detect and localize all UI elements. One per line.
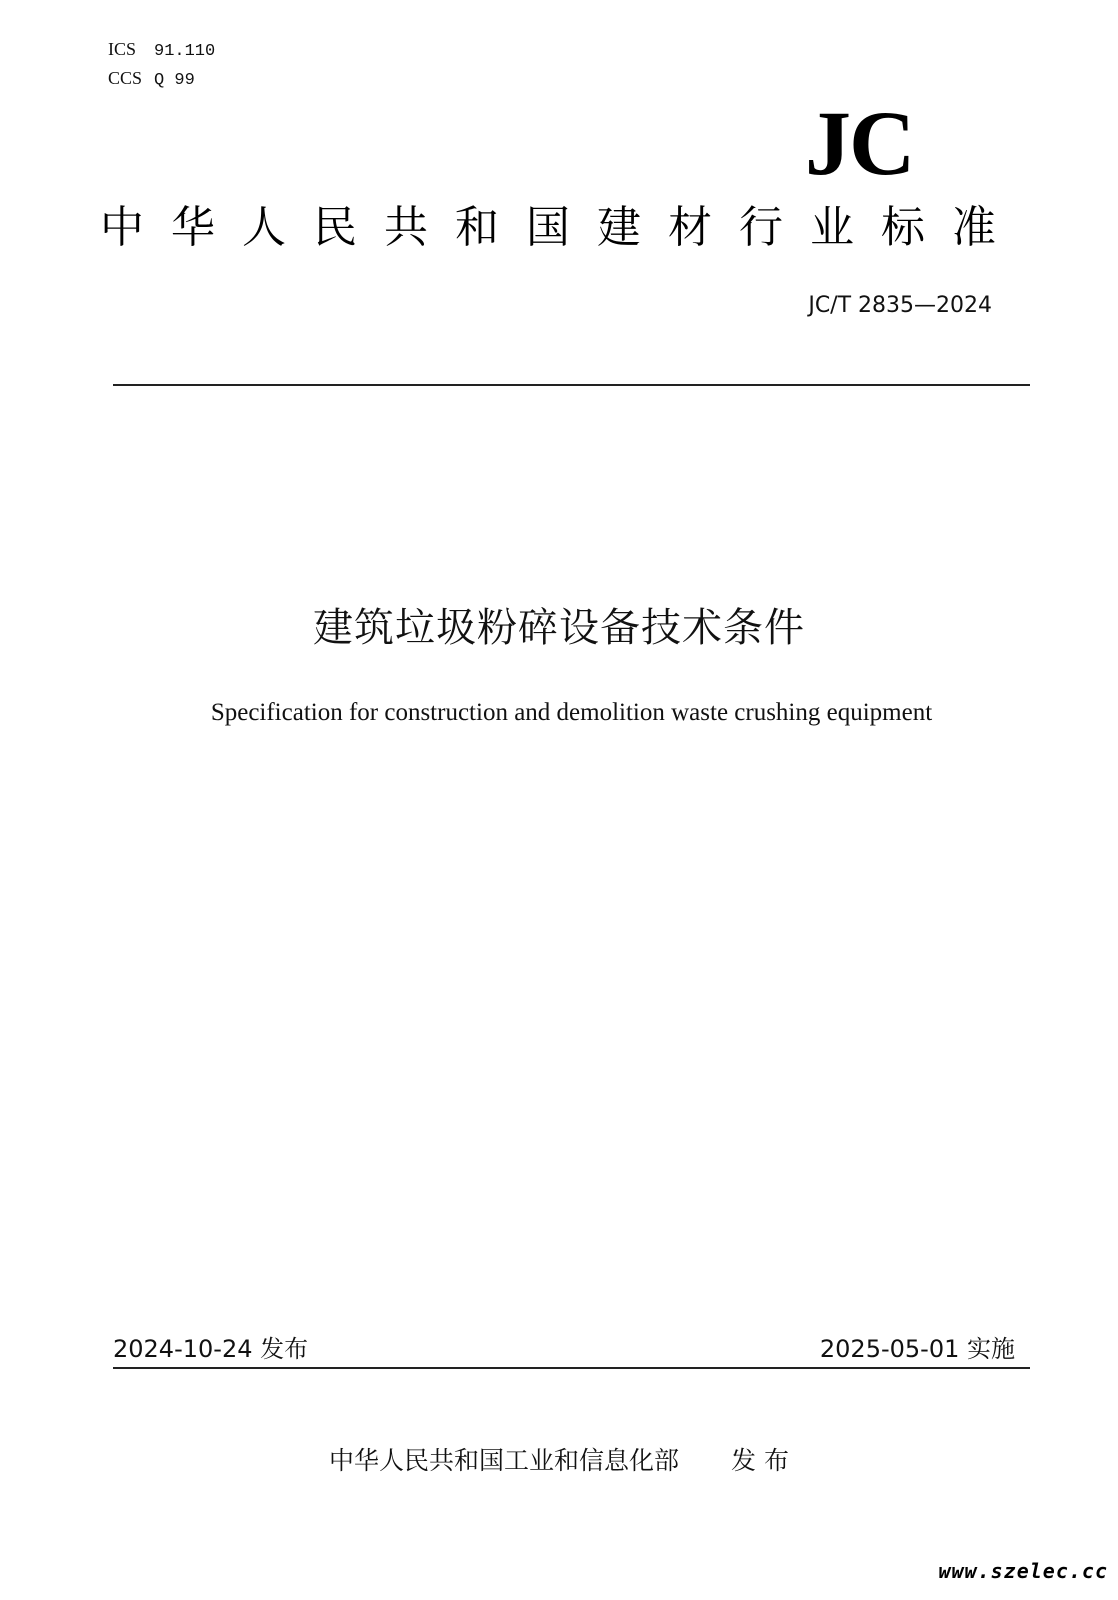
standard-number: JC/T 2835—2024 <box>808 293 992 318</box>
watermark-url: www.szelec.cc <box>938 1559 1108 1583</box>
top-divider <box>113 384 1030 386</box>
issue-date: 2024-10-24 发布 <box>113 1335 309 1363</box>
jc-logo: JC <box>805 92 914 194</box>
ccs-code <box>108 67 195 92</box>
document-title-chinese: 建筑垃圾粉碎设备技术条件 <box>313 605 805 651</box>
standard-type-title: 中华人民共和国建材行业标准 <box>100 202 1023 253</box>
ics-label: ICS <box>108 39 137 59</box>
publisher-line <box>0 1442 1118 1480</box>
ccs-value: Q 99 <box>154 71 195 90</box>
bottom-divider <box>113 1367 1030 1369</box>
implementation-date: 2025-05-01 实施 <box>819 1335 1015 1363</box>
ccs-label: CCS <box>108 68 143 88</box>
publish-action: 发 布 <box>731 1446 789 1475</box>
document-title-english: Specification for construction and demolition waste crushing equipment <box>210 699 933 726</box>
ics-value: 91.110 <box>154 42 216 61</box>
publisher-name: 中华人民共和国工业和信息化部 <box>329 1446 680 1475</box>
ics-code <box>108 38 215 63</box>
